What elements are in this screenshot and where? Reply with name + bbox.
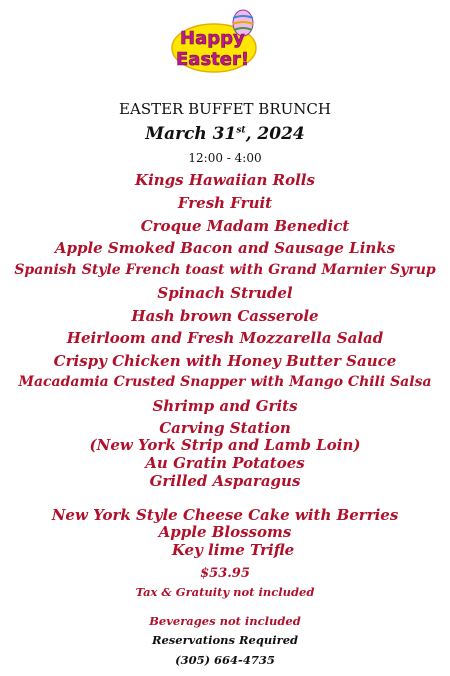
menu-item: Spinach Strudel bbox=[157, 284, 293, 302]
dessert-item: Key lime Trifle bbox=[171, 541, 295, 559]
event-date bbox=[0, 124, 450, 144]
tax-note: Tax & Gratuity not included bbox=[135, 585, 315, 599]
menu-item: Fresh Fruit bbox=[177, 194, 273, 212]
menu-item: Hash brown Casserole bbox=[131, 307, 319, 325]
event-time: 12:00 - 4:00 bbox=[188, 151, 262, 165]
menu-item: (New York Strip and Lamb Loin) bbox=[89, 436, 361, 454]
menu-item: Grilled Asparagus bbox=[149, 472, 301, 490]
event-date-suffix: st bbox=[236, 125, 246, 136]
logo-text-easter: Easter! bbox=[176, 49, 250, 70]
menu-item: Au Gratin Potatoes bbox=[145, 454, 305, 472]
happy-easter-logo bbox=[170, 6, 262, 76]
event-date-day: March 31 bbox=[145, 124, 237, 144]
menu-item: Kings Hawaiian Rolls bbox=[135, 171, 315, 189]
menu-item: Apple Smoked Bacon and Sausage Links bbox=[54, 239, 396, 257]
menu-item: Spanish Style French toast with Grand Marnier Syrup bbox=[14, 262, 436, 278]
phone-number: (305) 664-4735 bbox=[175, 653, 275, 667]
menu-item: Croque Madam Benedict bbox=[140, 217, 350, 235]
page-title: EASTER BUFFET BRUNCH bbox=[119, 100, 331, 118]
menu-item: Crispy Chicken with Honey Butter Sauce bbox=[53, 352, 397, 370]
dessert-item: New York Style Cheese Cake with Berries bbox=[51, 506, 399, 524]
event-date-year: , 2024 bbox=[245, 124, 305, 144]
price: $53.95 bbox=[200, 566, 250, 581]
reservations-note: Reservations Required bbox=[151, 633, 299, 647]
logo-text-happy: Happy bbox=[180, 28, 245, 49]
menu-item: Heirloom and Fresh Mozzarella Salad bbox=[66, 329, 384, 347]
dessert-item: Apple Blossoms bbox=[158, 523, 292, 541]
menu-item: Shrimp and Grits bbox=[152, 397, 298, 415]
menu-item: Macadamia Crusted Snapper with Mango Chili Salsa bbox=[18, 374, 432, 390]
menu-item: Carving Station bbox=[159, 419, 291, 437]
beverage-note: Beverages not included bbox=[149, 614, 301, 628]
